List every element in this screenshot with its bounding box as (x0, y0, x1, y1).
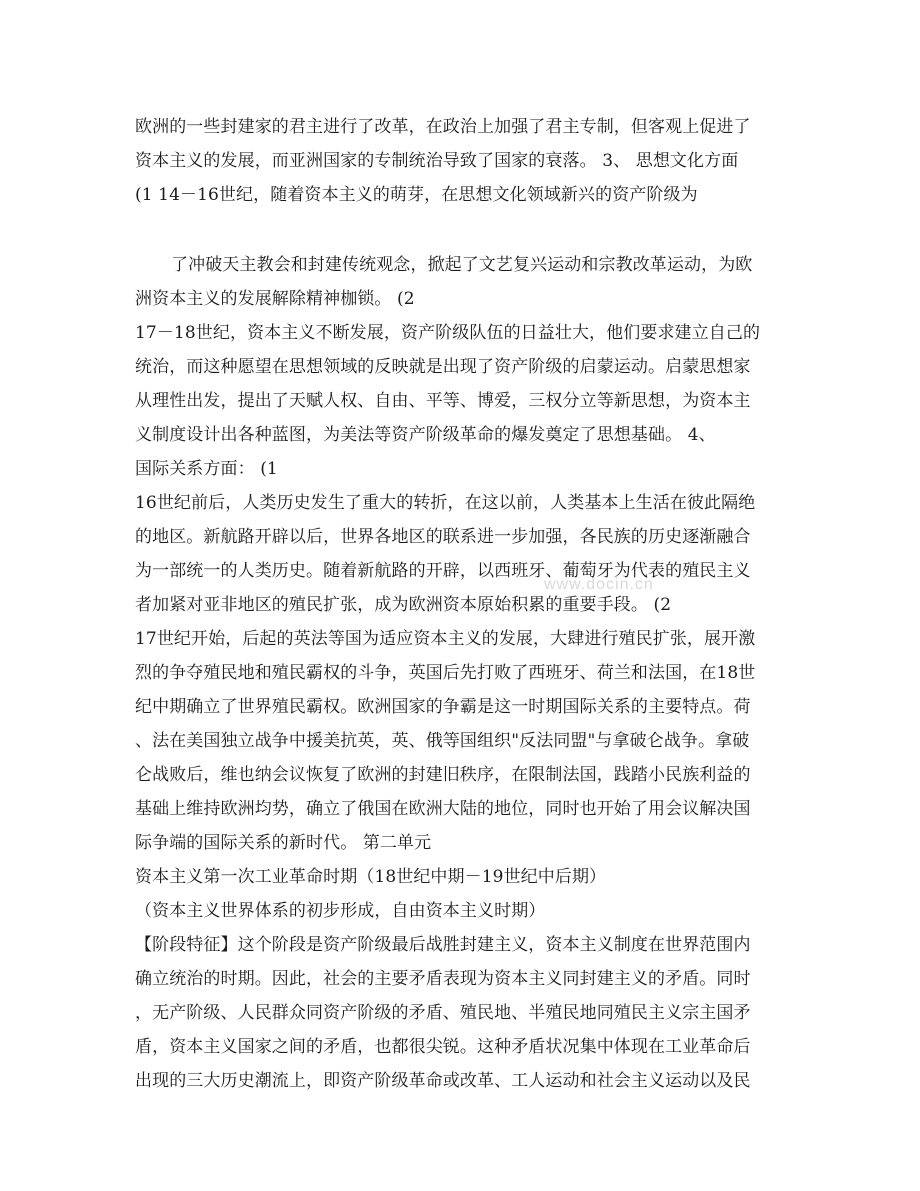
text-line: ，无产阶级、人民群众同资产阶级的矛盾、殖民地、半殖民地同殖民主义宗主国矛 (135, 1003, 751, 1023)
paragraph-block-2 (135, 248, 795, 1098)
text-line: (1 14－16世纪，随着资本主义的萌芽，在思想文化领域新兴的资产阶级为 (135, 185, 698, 205)
text-line: 际争端的国际关系的新时代。 第二单元 (135, 833, 432, 853)
text-line: 确立统治的时期。因此，社会的主要矛盾表现为资本主义同封建主义的矛盾。同时 (135, 969, 751, 989)
unit-heading-line: 资本主义第一次工业革命时期（18世纪中期－19世纪中后期） (135, 867, 607, 887)
unit-subtitle-line: （资本主义世界体系的初步形成，自由资本主义时期） (135, 901, 546, 921)
text-line: 纪中期确立了世界殖民霸权。欧洲国家的争霸是这一时期国际关系的主要特点。荷 (135, 697, 751, 717)
text-line: 资本主义的发展，而亚洲国家的专制统治导致了国家的衰落。 3、 思想文化方面 (135, 151, 739, 171)
document-page (135, 110, 795, 1098)
stage-feature-line: 【阶段特征】这个阶段是资产阶级最后战胜封建主义，资本主义制度在世界范围内 (135, 935, 751, 955)
text-line: 烈的争夺殖民地和殖民霸权的斗争，英国后先打败了西班牙、荷兰和法国，在18世 (135, 663, 756, 683)
text-line: 16世纪前后，人类历史发生了重大的转折，在这以前，人类基本上生活在彼此隔绝 (135, 493, 756, 513)
text-line-indented: 了冲破天主教会和封建传统观念，掀起了文艺复兴运动和宗教改革运动，为欧 (171, 255, 753, 275)
text-line: 、法在美国独立战争中援美抗英，英、俄等国组织"反法同盟"与拿破仑战争。拿破 (135, 731, 750, 751)
text-line: 统治，而这种愿望在思想领域的反映就是出现了资产阶级的启蒙运动。启蒙思想家 (135, 357, 751, 377)
text-line: 为一部统一的人类历史。随着新航路的开辟，以西班牙、葡萄牙为代表的殖民主义 (135, 561, 751, 581)
text-line: 基础上维持欧洲均势，确立了俄国在欧洲大陆的地位，同时也开始了用会议解决国 (135, 799, 751, 819)
text-line: 从理性出发，提出了天赋人权、自由、平等、博爱，三权分立等新思想，为资本主 (135, 391, 751, 411)
text-line: 国际关系方面： (1 (135, 459, 278, 479)
text-line: 洲资本主义的发展解除精神枷锁。 (2 (135, 289, 415, 309)
watermark: www.docin.cn (544, 576, 654, 593)
text-line: 的地区。新航路开辟以后，世界各地区的联系进一步加强，各民族的历史逐渐融合 (135, 527, 751, 547)
text-line: 出现的三大历史潮流上，即资产阶级革命或改革、工人运动和社会主义运动以及民 (135, 1071, 751, 1091)
paragraph-gap (135, 212, 795, 248)
text-line: 者加紧对亚非地区的殖民扩张，成为欧洲资本原始积累的重要手段。 (2 (135, 595, 672, 615)
text-line: 欧洲的一些封建家的君主进行了改革，在政治上加强了君主专制，但客观上促进了 (135, 117, 751, 137)
text-line: 盾，资本主义国家之间的矛盾，也都很尖锐。这种矛盾状况集中体现在工业革命后 (135, 1037, 751, 1057)
text-line: 仑战败后，维也纳会议恢复了欧洲的封建旧秩序，在限制法国，践踏小民族利益的 (135, 765, 751, 785)
paragraph-block-1 (135, 110, 795, 212)
text-line: 17世纪开始，后起的英法等国为适应资本主义的发展，大肆进行殖民扩张，展开激 (135, 629, 756, 649)
text-line: 17－18世纪，资本主义不断发展，资产阶级队伍的日益壮大，他们要求建立自己的 (135, 323, 761, 343)
text-line: 义制度设计出各种蓝图，为美法等资产阶级革命的爆发奠定了思想基础。 4、 (135, 425, 716, 445)
